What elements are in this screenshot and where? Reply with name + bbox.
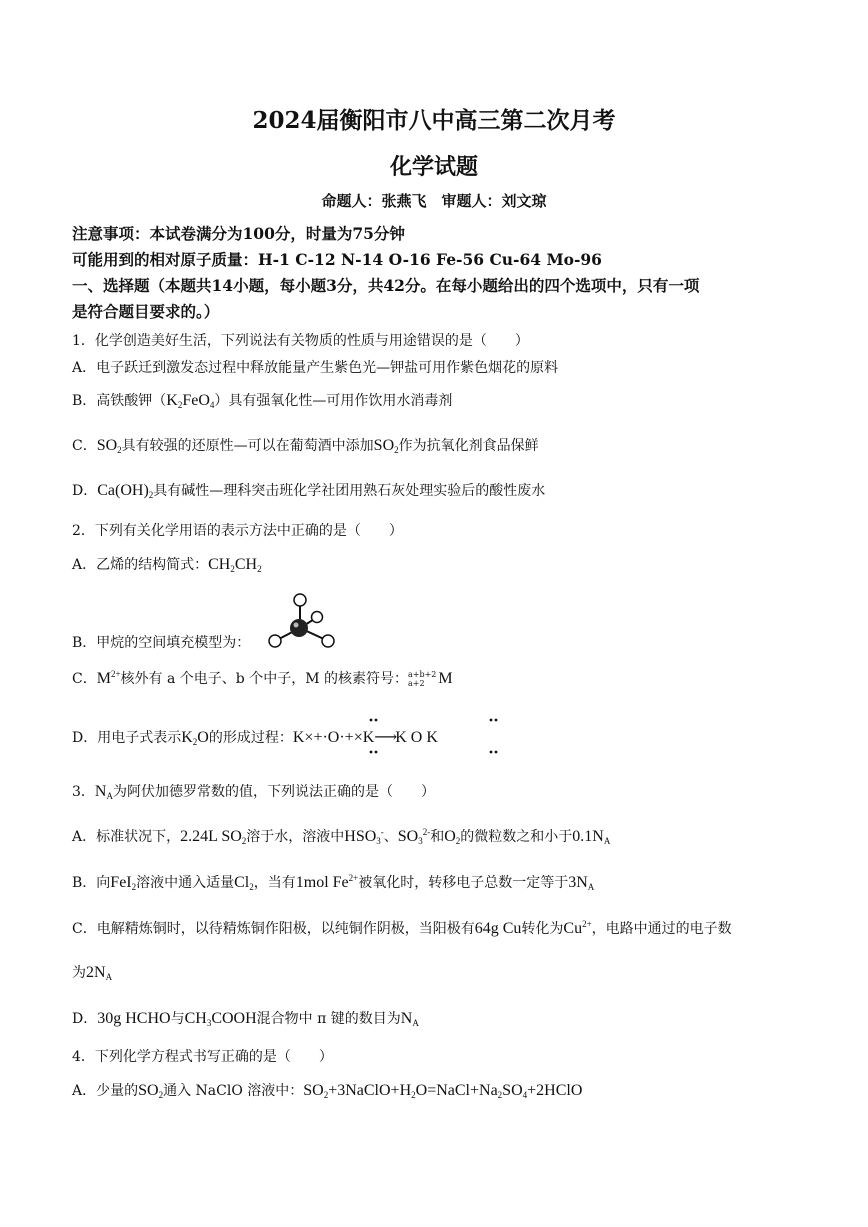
exam-authors: 命题人：张燕飞 审题人：刘文琼 (321, 192, 547, 210)
question-4-option-a: A．少量的$SO_2$通入 NaClO 溶液中：$SO_2+3NaClO+H_2O=NaCl+Na_2SO_4+2HClO$ (72, 1082, 583, 1100)
exam-title: 2024届衡阳市八中高三第二次月考 (252, 107, 616, 134)
question-1-stem: 1．化学创造美好生活，下列说法有关物质的性质与用途错误的是（ ） (72, 333, 529, 349)
question-3-option-b: B．向FeI$_2$溶液中通入适量$Cl_2$，当有1mol $Fe^{2+}$被氧化时，转移电子总数一定等于$3N_A$ (72, 873, 595, 892)
electron-dots-o-right (486, 716, 502, 756)
electron-formula-oxide: O (410, 729, 423, 746)
question-2-option-b: B．甲烷的空间填充模型为： (72, 635, 251, 651)
exam-subtitle: 化学试题 (389, 154, 478, 180)
formula-k2feo4: $K_2FeO_4$ (166, 392, 215, 410)
section-heading-line1: 一、选择题（本题共14小题，每小题3分，共42分。在每小题给出的四个选项中，只有一项 (72, 276, 700, 295)
formula-m2plus: $M^{2+}$ (96, 669, 121, 687)
question-1-option-d: D．$Ca(OH)_2$具有碱性—理科突击班化学社团用熟石灰处理实验后的酸性废水 (72, 482, 546, 500)
formula-k2o: $K_2O$ (181, 729, 209, 747)
electron-dots-o-left (366, 716, 382, 756)
question-2-stem: 2．下列有关化学用语的表示方法中正确的是（ ） (72, 523, 403, 539)
formula-so2: $SO_2$ (373, 437, 399, 455)
question-2-option-d: D．用电子式表示$K_2O$的形成过程：K×+·O·+×K⟶K O K (72, 729, 438, 747)
atomic-mass-note: 可能用到的相对原子质量：H-1 C-12 N-14 O-16 Fe-56 Cu-64 Mo-96 (72, 250, 602, 269)
section-heading-line2: 是符合题目要求的。） (72, 302, 220, 321)
electron-formula-left: K×+·O·+×K (292, 729, 375, 746)
question-4-stem: 4．下列化学方程式书写正确的是（ ） (72, 1049, 333, 1065)
equation-4a: $SO_2+3NaClO+H_2O=NaCl+Na_2SO_4+2HClO$ (303, 1082, 583, 1100)
question-3-option-c-line1: C．电解精炼铜时，以待精炼铜作阳极，以纯铜作阴极，当阳极有64g Cu转化为$Cu^{2+}$，电路中通过的电子数 (72, 919, 732, 937)
symbol-na: $N_A$ (94, 783, 113, 801)
attention-note: 注意事项：本试卷满分为100分，时量为75分钟 (72, 224, 405, 243)
question-1-option-c: C．$SO_2$具有较强的还原性—可以在葡萄酒中添加$SO_2$作为抗氧化剂食品保鲜 (72, 437, 539, 455)
formula-so2: $SO_2$ (96, 437, 122, 455)
question-3-option-c-line2: 为$2N_A$ (72, 964, 113, 982)
nuclide-notation: a+b+2 a+2 (407, 670, 437, 688)
methane-model-image (266, 590, 340, 652)
question-3-stem: 3．$N_A$为阿伏加德罗常数的值，下列说法正确的是（ ） (72, 783, 435, 801)
formula-caoh2: $Ca(OH)_2$ (97, 482, 154, 500)
question-1-option-a: A．电子跃迁到激发态过程中释放能量产生紫色光—钾盐可用作紫色烟花的原料 (72, 360, 559, 376)
question-2-option-a: A．乙烯的结构简式：$CH_2CH_2$ (72, 556, 262, 574)
question-2-option-c: C．$M^{2+}$核外有 a 个电子、b 个中子，M 的核素符号：a+b+2 a+2 M (72, 669, 453, 688)
question-3-option-a: A．标准状况下，2.24L $SO_2$溶于水，溶液中$HSO_3^-$、$SO_3^{2-}$和$O_2$的微粒数之和小于$0.1N_A$ (72, 827, 611, 846)
question-3-option-d: D．30g HCHO与$CH_3COOH$混合物中 π 键的数目为$N_A$ (72, 1010, 419, 1028)
reaction-arrow: ⟶ (374, 729, 396, 746)
formula-ch2ch2: $CH_2CH_2$ (208, 556, 262, 574)
question-1-option-b: B．高铁酸钾$(K_2FeO_4)$具有强氧化性—可用作饮用水消毒剂 (72, 392, 453, 410)
